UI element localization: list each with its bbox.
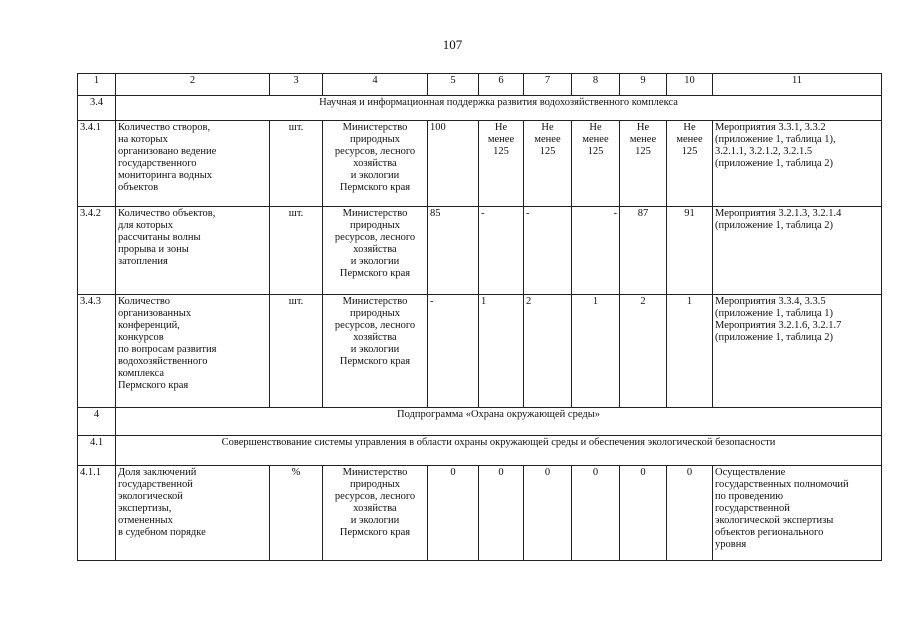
value-col6: Не менее 125 (479, 121, 524, 207)
table-row (78, 466, 882, 561)
value-col7: 2 (524, 295, 572, 408)
column-header: 3 (270, 74, 323, 96)
section-code: 3.4 (78, 96, 116, 121)
indicator-name: Количество объектов, для которых рассчитаны волны прорыва и зоны затопления (116, 207, 270, 295)
value-col6: 0 (479, 466, 524, 561)
section-code: 4.1 (78, 436, 116, 466)
column-header: 6 (479, 74, 524, 96)
page-number: 107 (442, 37, 463, 52)
value-col9: 2 (620, 295, 667, 408)
value-col5: 0 (428, 466, 479, 561)
row-code: 3.4.1 (78, 121, 116, 207)
table-row (78, 121, 882, 207)
value-col9: Не менее 125 (620, 121, 667, 207)
value-col6: - (479, 207, 524, 295)
measures: Мероприятия 3.2.1.3, 3.2.1.4 (приложение 1, таблица 2) (713, 207, 882, 295)
value-col9: 87 (620, 207, 667, 295)
value-col8: 0 (572, 466, 620, 561)
value-col5: 100 (428, 121, 479, 207)
indicator-name: Количество организованных конференций, конкурсов по вопросам развития водохозяйственного комплекса Пермского края (116, 295, 270, 408)
indicator-name: Количество створов, на которых организовано ведение государственного мониторинга водных объектов (116, 121, 270, 207)
responsible-executor: Министерство природных ресурсов, лесного хозяйства и экологии Пермского края (323, 466, 428, 561)
unit: шт. (270, 295, 323, 408)
column-header: 2 (116, 74, 270, 96)
column-header: 11 (713, 74, 882, 96)
unit: шт. (270, 121, 323, 207)
indicator-name: Доля заключений государственной экологической экспертизы, отмененных в судебном порядке (116, 466, 270, 561)
section-code: 4 (78, 408, 116, 436)
row-code: 4.1.1 (78, 466, 116, 561)
table-row (78, 295, 882, 408)
value-col5: - (428, 295, 479, 408)
value-col9: 0 (620, 466, 667, 561)
measures: Мероприятия 3.3.4, 3.3.5 (приложение 1, таблица 1) Мероприятия 3.2.1.6, 3.2.1.7 (приложение 1, таблица 2) (713, 295, 882, 408)
unit: % (270, 466, 323, 561)
row-code: 3.4.3 (78, 295, 116, 408)
value-col8: - (572, 207, 620, 295)
value-col10: Не менее 125 (667, 121, 713, 207)
value-col10: 0 (667, 466, 713, 561)
value-col7: - (524, 207, 572, 295)
value-col8: Не менее 125 (572, 121, 620, 207)
responsible-executor: Министерство природных ресурсов, лесного хозяйства и экологии Пермского края (323, 121, 428, 207)
value-col10: 1 (667, 295, 713, 408)
unit: шт. (270, 207, 323, 295)
section-title: Научная и информационная поддержка развития водохозяйственного комплекса (116, 96, 882, 121)
column-header: 7 (524, 74, 572, 96)
value-col5: 85 (428, 207, 479, 295)
value-col6: 1 (479, 295, 524, 408)
section-title: Подпрограмма «Охрана окружающей среды» (116, 408, 882, 436)
column-header: 9 (620, 74, 667, 96)
section-row (78, 436, 882, 466)
indicators-table (77, 73, 882, 561)
section-row (78, 408, 882, 436)
column-number-row (78, 74, 882, 96)
column-header: 4 (323, 74, 428, 96)
column-header: 10 (667, 74, 713, 96)
responsible-executor: Министерство природных ресурсов, лесного хозяйства и экологии Пермского края (323, 207, 428, 295)
responsible-executor: Министерство природных ресурсов, лесного хозяйства и экологии Пермского края (323, 295, 428, 408)
value-col8: 1 (572, 295, 620, 408)
value-col10: 91 (667, 207, 713, 295)
measures: Мероприятия 3.3.1, 3.3.2 (приложение 1, таблица 1), 3.2.1.1, 3.2.1.2, 3.2.1.5 (приложение 1, таблица 2) (713, 121, 882, 207)
section-row (78, 96, 882, 121)
column-header: 5 (428, 74, 479, 96)
section-title: Совершенствование системы управления в области охраны окружающей среды и обеспечения экологической безопасности (116, 436, 882, 466)
value-col7: 0 (524, 466, 572, 561)
row-code: 3.4.2 (78, 207, 116, 295)
measures: Осуществление государственных полномочий по проведению государственной экологической экспертизы объектов регионального уровня (713, 466, 882, 561)
column-header: 1 (78, 74, 116, 96)
table-row (78, 207, 882, 295)
column-header: 8 (572, 74, 620, 96)
value-col7: Не менее 125 (524, 121, 572, 207)
